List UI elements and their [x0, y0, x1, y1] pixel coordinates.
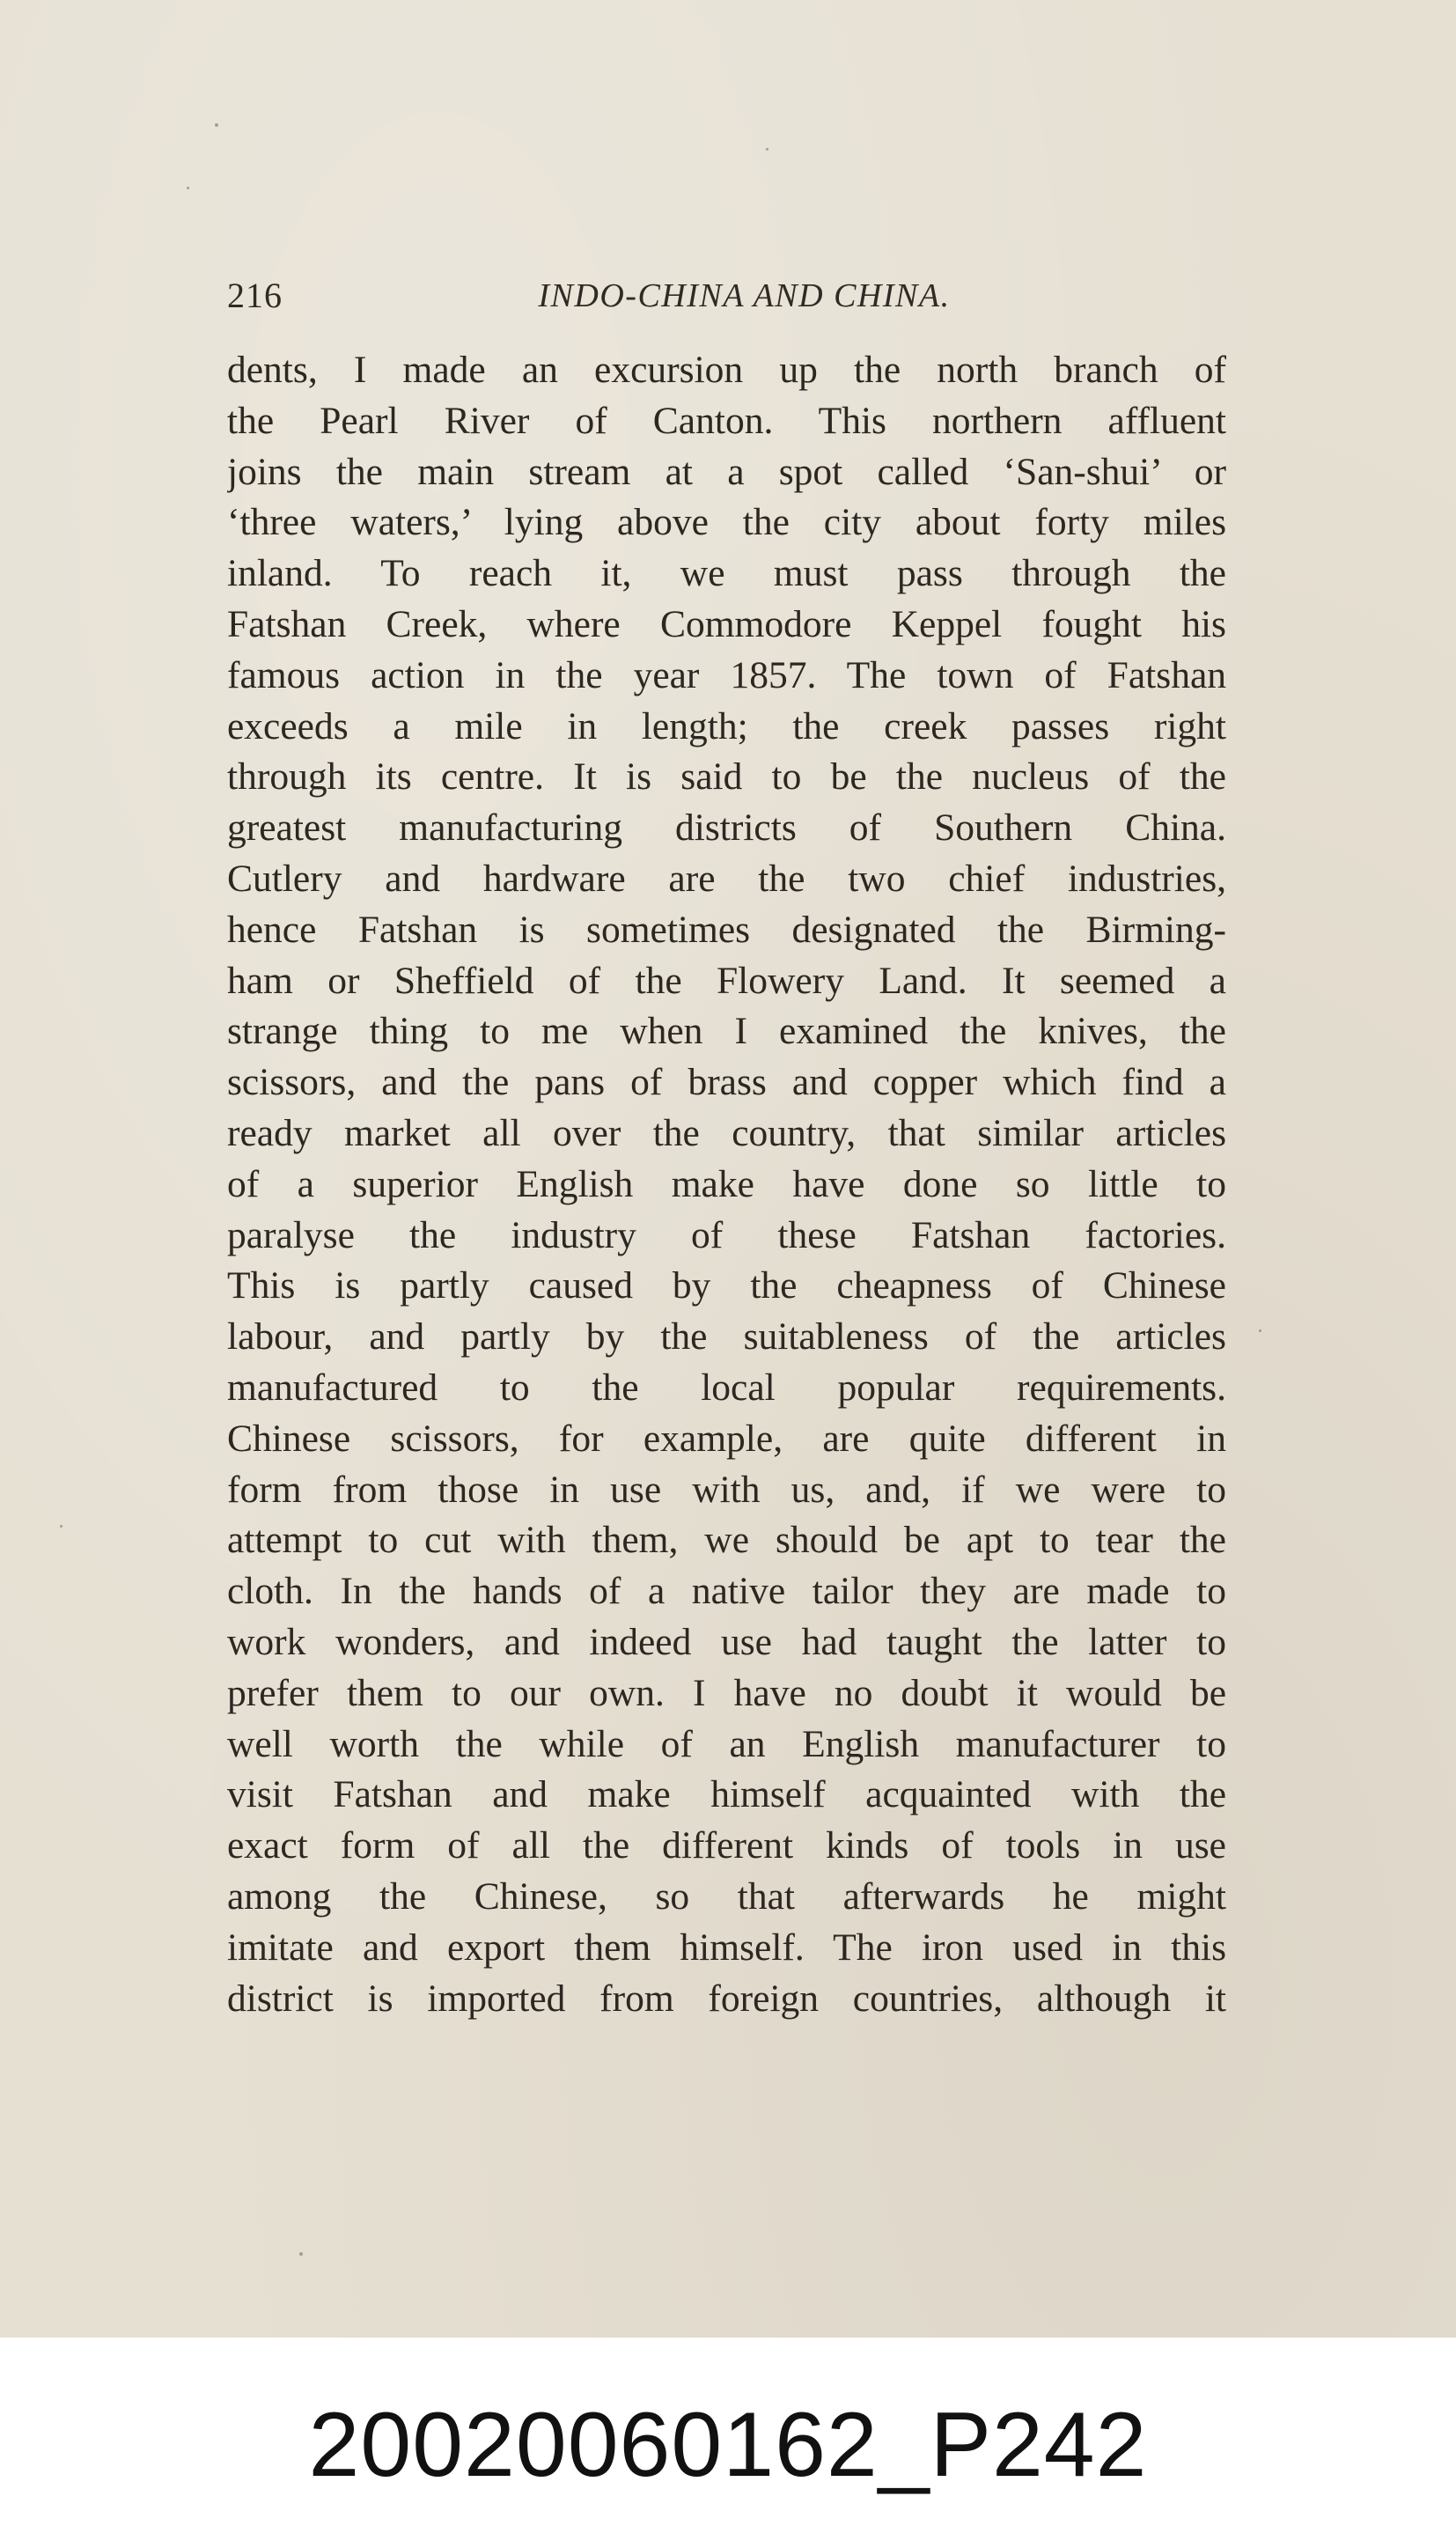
running-head-title: INDO-CHINA AND CHINA.: [538, 277, 951, 314]
paper-speck: [187, 187, 189, 189]
text-line: the Pearl River of Canton. This northern affluent: [227, 399, 1226, 442]
text-line: inland. To reach it, we must pass through the: [227, 552, 1226, 595]
text-line: Fatshan Creek, where Commodore Keppel fought his: [227, 602, 1226, 645]
text-line: dents, I made an excursion up the north branch of: [227, 349, 1226, 391]
page-number: 216: [227, 276, 283, 315]
text-line: manufactured to the local popular requirements.: [227, 1366, 1226, 1409]
text-line: greatest manufacturing districts of Southern China.: [227, 806, 1226, 850]
text-line: This is partly caused by the cheapness of Chinese: [227, 1264, 1226, 1307]
text-line: attempt to cut with them, we should be apt to tear the: [227, 1519, 1226, 1562]
text-line: ready market all over the country, that similar articles: [227, 1111, 1226, 1154]
text-line: of a superior English make have done so little to: [227, 1162, 1226, 1205]
text-line: well worth the while of an English manufacturer to: [227, 1722, 1226, 1765]
text-line: scissors, and the pans of brass and copper which find a: [227, 1061, 1226, 1104]
running-head: [227, 271, 1226, 320]
paper-speck: [766, 148, 768, 151]
paper-speck: [215, 123, 218, 127]
text-line: Chinese scissors, for example, are quite different in: [227, 1417, 1226, 1460]
text-line: strange thing to me when I examined the knives, the: [227, 1010, 1226, 1053]
text-line: prefer them to our own. I have no doubt it would be: [227, 1671, 1226, 1714]
text-line: district is imported from foreign countries, although it: [227, 1977, 1226, 2020]
text-line: imitate and export them himself. The iron used in this: [227, 1926, 1226, 1969]
text-line: labour, and partly by the suitableness of the articles: [227, 1315, 1226, 1359]
paper-speck: [60, 1525, 63, 1528]
text-line: through its centre. It is said to be the nucleus of the: [227, 755, 1226, 799]
text-line: hence Fatshan is sometimes designated the Birming-: [227, 908, 1226, 951]
text-line: joins the main stream at a spot called ‘San-shui’ or: [227, 450, 1226, 493]
text-line: ‘three waters,’ lying above the city about forty miles: [227, 501, 1226, 544]
text-line: visit Fatshan and make himself acquainted with the: [227, 1773, 1226, 1816]
text-line: exceeds a mile in length; the creek passes right: [227, 704, 1226, 747]
text-line: among the Chinese, so that afterwards he might: [227, 1874, 1226, 1918]
caption-bar: [0, 2338, 1456, 2548]
text-line: cloth. In the hands of a native tailor they are made to: [227, 1570, 1226, 1613]
text-line: exact form of all the different kinds of tools in use: [227, 1824, 1226, 1867]
body-text: [227, 345, 1226, 2024]
text-line: form from those in use with us, and, if we were to: [227, 1468, 1226, 1511]
text-line: Cutlery and hardware are the two chief industries,: [227, 857, 1226, 900]
text-line: famous action in the year 1857. The town of Fatshan: [227, 653, 1226, 696]
text-line: work wonders, and indeed use had taught the latter to: [227, 1620, 1226, 1663]
image-caption: 20020060162_P242: [308, 2394, 1148, 2496]
paper-speck: [299, 2252, 303, 2256]
text-line: paralyse the industry of these Fatshan factories.: [227, 1213, 1226, 1256]
text-line: ham or Sheffield of the Flowery Land. It seemed a: [227, 959, 1226, 1002]
paper-speck: [1259, 1329, 1261, 1332]
